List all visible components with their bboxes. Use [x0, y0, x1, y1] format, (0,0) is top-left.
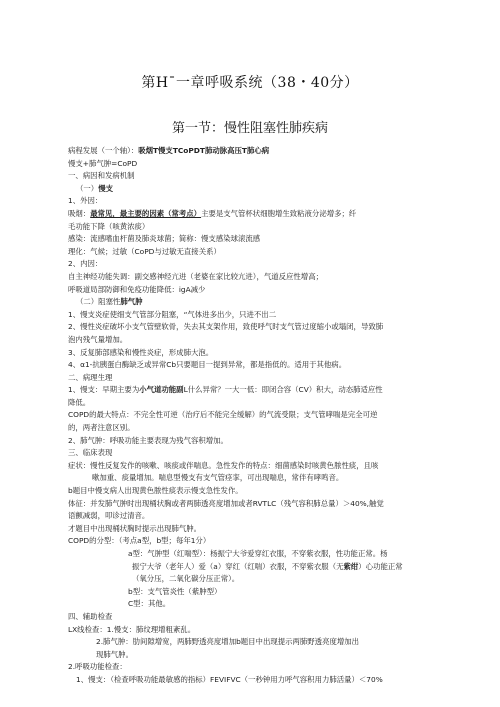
text-line: b型：支气管炎性（紫肿型） [128, 586, 222, 596]
text-line: 2、内因： [68, 259, 103, 269]
text-line: LX线检查：1.慢支：肺纹理增粗紊乱。 [68, 624, 196, 634]
text-line: 症状：慢性反复发作的咳嗽、咳痰或伴喘息。急性发作的特点：细菌感染时咳黄色脓性痰，且咳 [68, 460, 379, 470]
text-line: 感染：流感嗜血杆菌及肺炎球菌；简称：慢支感染球滚流感 [68, 234, 261, 244]
text-line: 1、慢支：（检查呼吸功能最敏感的指标）FEVIFVC（一秒钟用力呼气容积用力肺活量）＜70% [76, 674, 383, 684]
text-line: 2.肺气肿：肋间隙增宽，两肺野透亮度增加b题目中出现提示两肺野透亮度增加出 [96, 637, 360, 647]
text-line: 慢支+肺气肿=CoPD [68, 158, 138, 168]
text-line: COPD的最大特点：不完全性可逆（治疗后不能完全缓解）的气流受限；支气管哮喘是完全可逆 [68, 410, 378, 420]
text-line: 吸烟：最常见，最主要的因素（常考点）主要是支气管杯状细胞增生致粘液分泌增多；纤 [68, 208, 357, 218]
text-line: a型：气肿型（红喘型）：杨振宁大爷爱穿红衣服，不穿紫衣服，性功能正常。杨 [128, 549, 388, 558]
text-line: 的，两者注意区别。 [68, 423, 135, 433]
text-line: 振宁大爷（老年人）爱（a）穿红（红喘）衣服，不穿紫衣服（无紫绀）心功能正常 [132, 561, 403, 571]
section-title: 第一节：慢性阻塞性肺疾病 [171, 121, 328, 136]
text-line: 2、肺气肿：呼吸功能主要表现为残气容积增加。 [68, 435, 228, 445]
text-line: 病程发展（一个轴）：吸烟T慢支TCoPDT肺动脉高压T肺心病 [68, 146, 270, 155]
document-body [68, 145, 438, 687]
text-line: 理化：气候；过敏（CoPD与过敏无直接关系） [68, 246, 221, 256]
text-line: 毛功能下降（咳黄浓痰） [68, 221, 150, 231]
text-line: 语颤减弱，叩诊过清音。 [68, 511, 150, 521]
text-line: 3、反复肺部感染和慢性炎症，形成肺大泡。 [68, 347, 214, 357]
text-line: 体征：并发肺气肿时出现桶状胸或者两肺透亮度增加或者RVTLC（残气容积肺总量）＞40%,触觉 [68, 498, 384, 508]
text-line: 2、慢性炎症破坏小支气管壁软骨，失去其支架作用，致使呼气时支气管过度缩小或塌闭，导致肺 [68, 322, 384, 332]
subheading-line: （一）慢支 [76, 183, 113, 193]
heading-line: 一、病因和发病机制 [68, 171, 135, 181]
text-line: 才题目中出现桶状胸时提示出现肺气肿。 [68, 523, 202, 533]
text-line: 嗽加重、痰量增加。喘息型慢支有支气管痉挛，可出现喘息，常伴有哮鸣音。 [92, 473, 344, 483]
subheading-line: （二）阻塞性肺气肿 [76, 297, 143, 307]
text-line: 泡内残气量增加。 [68, 334, 128, 344]
text-line: 自主神经功能失调：副交感神经亢进（老婆在家比较亢进），气道反应性增高； [68, 271, 323, 281]
heading-line: 四、辅助检查 [68, 611, 113, 621]
chapter-title: 第H¯一章呼吸系统（38・40分） [141, 75, 359, 91]
text-line: 降低。 [68, 397, 91, 407]
text-line: 1、外因： [68, 196, 103, 206]
text-line: C型：其他。 [128, 599, 171, 609]
text-line: 4、α1-抗胰蛋白酶缺乏或异常Cb只要题目一提到异常，都是指低的。适用于其他病。 [68, 360, 347, 370]
text-line: 现肺气肿。 [96, 649, 133, 659]
heading-line: 三、临床表现 [68, 448, 113, 458]
text-line: （氧分压，二氧化碳分压正常）。 [132, 574, 240, 584]
text-line: 呼吸道局部防御和免疫功能降低：igA减少 [68, 284, 206, 294]
text-line: 2.呼吸功能检查： [68, 662, 127, 672]
text-line: 1、慢支：早期主要为小气道功能副L什么异常？一大一低：即闭合容（CV）积大，动态肺适应性 [68, 385, 383, 395]
text-line: COPD的分型：（考点a型，b型；每年1分） [68, 536, 211, 546]
text-line: b题目中慢支病人出现黄色脓性痰表示慢支急性发作。 [68, 486, 243, 496]
heading-line: 二、病理生理 [68, 372, 113, 382]
text-line: 1、慢支炎症使细支气管部分阻塞，“气体进多出少，只进不出二 [68, 309, 277, 319]
